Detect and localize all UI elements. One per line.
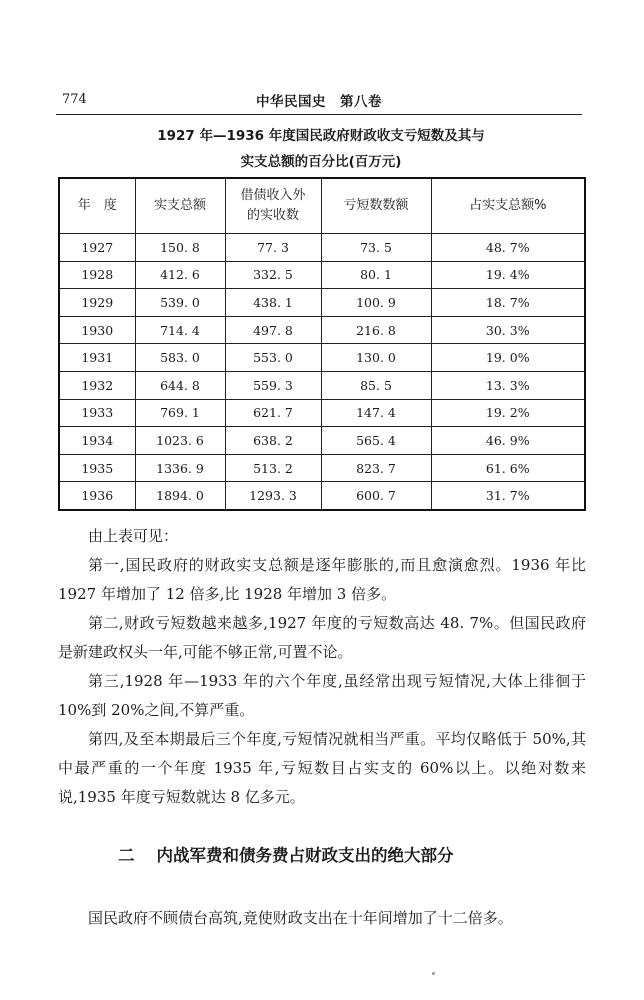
last-paragraph: 国民政府不顾债台高筑,竟使财政支出在十年间增加了十二倍多。: [88, 909, 513, 927]
cell-deficit: 100. 9: [321, 289, 431, 317]
cell-pct: 19. 0%: [431, 344, 585, 372]
body-text: [58, 522, 586, 812]
cell-revenue: 559. 3: [225, 371, 321, 399]
cell-pct: 48. 7%: [431, 234, 585, 262]
table-caption-line-1: 1927 年—1936 年度国民政府财政收支亏短数及其与: [157, 128, 485, 144]
paragraph-2: 第二,财政亏短数越来越多,1927 年度的亏短数高达 48. 7%。但国民政府是新建政权头一年,可能不够正常,可置不论。: [58, 614, 586, 661]
cell-pct: 46. 9%: [431, 427, 585, 455]
page-number: 774: [62, 92, 87, 107]
cell-actual-total: 1336. 9: [135, 454, 225, 482]
header-deficit: 亏短数数额: [321, 178, 431, 234]
cell-revenue: 77. 3: [225, 234, 321, 262]
cell-deficit: 85. 5: [321, 371, 431, 399]
section-heading: [118, 842, 578, 866]
table-row: [59, 289, 585, 317]
cell-actual-total: 150. 8: [135, 234, 225, 262]
cell-deficit: 80. 1: [321, 261, 431, 289]
intro-line: 由上表可见：: [88, 527, 179, 545]
cell-revenue: 497. 8: [225, 316, 321, 344]
table-row: [59, 371, 585, 399]
cell-revenue: 638. 2: [225, 427, 321, 455]
cell-deficit: 147. 4: [321, 399, 431, 427]
cell-revenue: 553. 0: [225, 344, 321, 372]
header-revenue-excl-loans: 借债收入外 的实收数: [225, 178, 321, 234]
paragraph-3: 第三,1928 年—1933 年的六个年度,虽经常出现亏短情况,大体上徘徊于 10%到 20%之间,不算严重。: [58, 672, 586, 719]
cell-revenue: 438. 1: [225, 289, 321, 317]
header-pct-of-expenditure: 占实支总额%: [431, 178, 585, 234]
cell-deficit: 130. 0: [321, 344, 431, 372]
table-row: [59, 399, 585, 427]
cell-year: 1932: [59, 371, 135, 399]
cell-revenue: 1293. 3: [225, 482, 321, 510]
cell-year: 1927: [59, 234, 135, 262]
cell-actual-total: 769. 1: [135, 399, 225, 427]
cell-pct: 13. 3%: [431, 371, 585, 399]
cell-deficit: 565. 4: [321, 427, 431, 455]
cell-pct: 61. 6%: [431, 454, 585, 482]
cell-revenue: 621. 7: [225, 399, 321, 427]
cell-year: 1929: [59, 289, 135, 317]
cell-deficit: 600. 7: [321, 482, 431, 510]
table-row: [59, 454, 585, 482]
paragraph-1: 第一,国民政府的财政实支总额是逐年膨胀的,而且愈演愈烈。1936 年比 1927 年增加了 12 倍多,比 1928 年增加 3 倍多。: [58, 556, 586, 603]
cell-actual-total: 1023. 6: [135, 427, 225, 455]
table-row: [59, 234, 585, 262]
cell-deficit: 823. 7: [321, 454, 431, 482]
cell-year: 1930: [59, 316, 135, 344]
cell-year: 1933: [59, 399, 135, 427]
cell-pct: 30. 3%: [431, 316, 585, 344]
cell-pct: 31. 7%: [431, 482, 585, 510]
table-row: [59, 427, 585, 455]
table-row: [59, 344, 585, 372]
cell-deficit: 216. 8: [321, 316, 431, 344]
cell-pct: 19. 2%: [431, 399, 585, 427]
table-row: [59, 261, 585, 289]
cell-actual-total: 412. 6: [135, 261, 225, 289]
section-number: 二: [118, 846, 135, 865]
cell-year: 1935: [59, 454, 135, 482]
section-title: 内战军费和债务费占财政支出的绝大部分: [156, 846, 454, 865]
table-caption-line-2: 实支总额的百分比(百万元): [240, 154, 402, 170]
page-header: [56, 88, 582, 115]
cell-pct: 19. 4%: [431, 261, 585, 289]
cell-pct: 18. 7%: [431, 289, 585, 317]
cell-year: 1931: [59, 344, 135, 372]
cell-deficit: 73. 5: [321, 234, 431, 262]
cell-actual-total: 1894. 0: [135, 482, 225, 510]
header-year: 年 度: [59, 178, 135, 234]
table-row: [59, 316, 585, 344]
cell-actual-total: 583. 0: [135, 344, 225, 372]
table-header-row: [59, 178, 585, 234]
table-row: [59, 482, 585, 510]
cell-actual-total: 714. 4: [135, 316, 225, 344]
cell-revenue: 332. 5: [225, 261, 321, 289]
cell-revenue: 513. 2: [225, 454, 321, 482]
cell-actual-total: 644. 8: [135, 371, 225, 399]
print-speck: [432, 972, 435, 975]
header-actual-total: 实支总额: [135, 178, 225, 234]
cell-year: 1936: [59, 482, 135, 510]
cell-year: 1934: [59, 427, 135, 455]
deficit-table: [58, 177, 586, 511]
cell-actual-total: 539. 0: [135, 289, 225, 317]
paragraph-4: 第四,及至本期最后三个年度,亏短情况就相当严重。平均仅略低于 50%,其中最严重的一个年度 1935 年,亏短数目占实支的 60%以上。以绝对数来说,1935 年度亏短数就达 8 亿多元。: [58, 730, 586, 806]
cell-year: 1928: [59, 261, 135, 289]
running-title: 中华民国史 第八卷: [256, 94, 382, 110]
